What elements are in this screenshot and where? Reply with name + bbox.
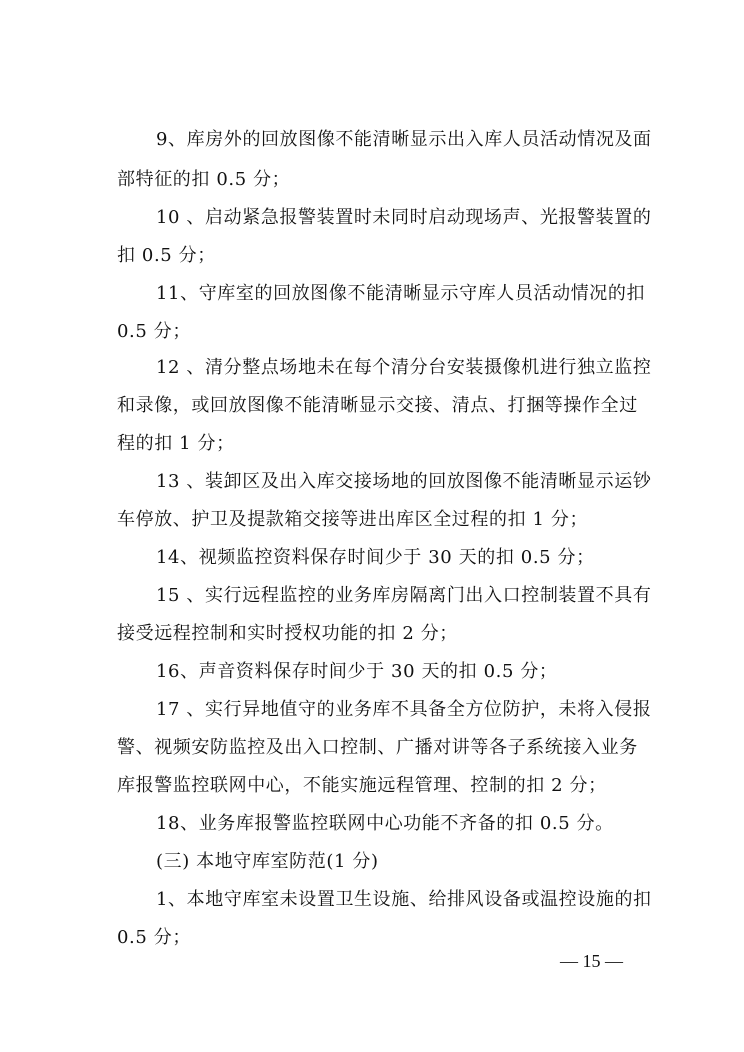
paragraph-line: 9、库房外的回放图像不能清晰显示出入库人员活动情况及面	[156, 129, 652, 150]
paragraph-line: 和录像，或回放图像不能清晰显示交接、清点、打捆等操作全过	[117, 395, 638, 416]
paragraph-line: 14、视频监控资料保存时间少于 30 天的扣 0.5 分；	[156, 547, 595, 568]
paragraph-line: 程的扣 1 分；	[117, 433, 235, 454]
paragraph-line: 10 、启动紧急报警装置时未同时启动现场声、光报警装置的	[156, 207, 652, 228]
paragraph-line: 接受远程控制和实时授权功能的扣 2 分；	[117, 623, 458, 644]
paragraph-line: 库报警监控联网中心，不能实施远程管理、控制的扣 2 分；	[117, 775, 607, 796]
paragraph-line: 部特征的扣 0.5 分；	[117, 169, 291, 190]
paragraph-line: 扣 0.5 分；	[117, 245, 216, 266]
paragraph-line: 车停放、护卫及提款箱交接等进出库区全过程的扣 1 分；	[117, 509, 589, 530]
paragraph-line: 11、守库室的回放图像不能清晰显示守库人员活动情况的扣	[156, 283, 646, 304]
paragraph-line: 0.5 分；	[117, 927, 191, 948]
paragraph-line: 18、业务库报警监控联网中心功能不齐备的扣 0.5 分。	[156, 813, 614, 834]
paragraph-line: 17 、实行异地值守的业务库不具备全方位防护，未将入侵报	[156, 699, 652, 720]
paragraph-line: 13 、装卸区及出入库交接场地的回放图像不能清晰显示运钞	[156, 471, 652, 492]
paragraph-line: 1、本地守库室未设置卫生设施、给排风设备或温控设施的扣	[156, 889, 652, 910]
paragraph-line: 0.5 分；	[117, 321, 191, 342]
paragraph-line: 12 、清分整点场地未在每个清分台安装摄像机进行独立监控	[156, 357, 652, 378]
paragraph-line: 16、声音资料保存时间少于 30 天的扣 0.5 分；	[156, 661, 558, 682]
page-number: — 15 —	[560, 951, 623, 971]
section-heading: (三) 本地守库室防范(1 分)	[156, 851, 379, 872]
paragraph-line: 15 、实行远程监控的业务库房隔离门出入口控制装置不具有	[156, 585, 652, 606]
paragraph-line: 警、视频安防监控及出入口控制、广播对讲等各子系统接入业务	[117, 737, 638, 758]
